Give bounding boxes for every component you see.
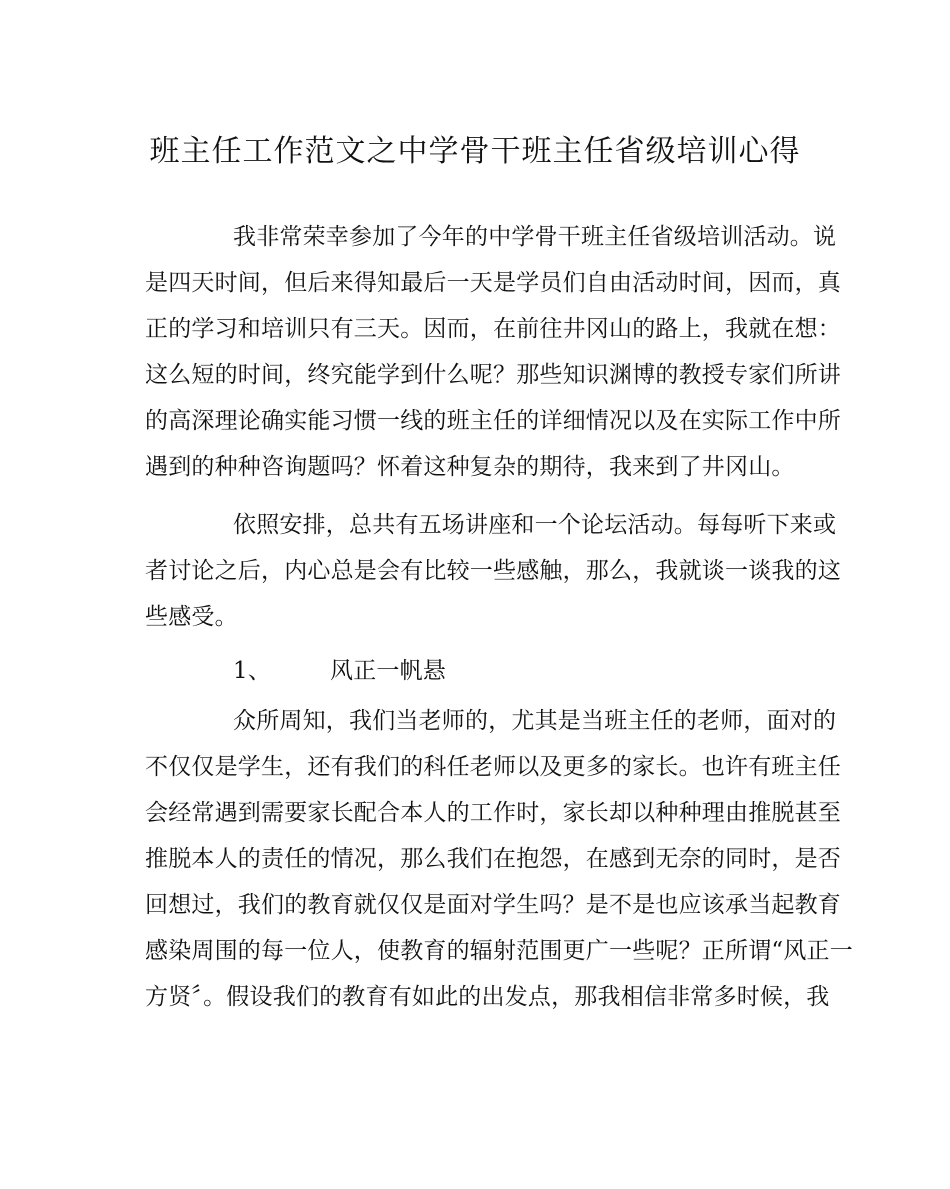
paragraph-line: 的高深理论确实能习惯一线的班主任的详细情况以及在实际工作中所 xyxy=(145,408,841,434)
paragraph-line: 依照安排，总共有五场讲座和一个论坛活动。每每听下来或 xyxy=(233,512,837,538)
section-number: 1、 xyxy=(233,658,272,684)
paragraph-line: 者讨论之后，内心总是会有比较一些感触，那么，我就谈一谈我的这 xyxy=(145,558,841,584)
section-heading: 风正一帆悬 xyxy=(330,658,446,684)
paragraph-line: 遇到的种种咨询题吗？怀着这种复杂的期待，我来到了井冈山。 xyxy=(145,454,795,480)
paragraph-line: 方贤〞。假设我们的教育有如此的出发点，那我相信非常多时候，我 xyxy=(145,984,830,1010)
paragraph-line: 会经常遇到需要家长配合本人的工作时，家长却以种种理由推脱甚至 xyxy=(145,800,841,826)
paragraph-line: 是四天时间，但后来得知最后一天是学员们自由活动时间，因而，真 xyxy=(145,270,841,296)
paragraph-line: 我非常荣幸参加了今年的中学骨干班主任省级培训活动。说 xyxy=(233,224,837,250)
document-title: 班主任工作范文之中学骨干班主任省级培训心得 xyxy=(149,134,801,169)
paragraph-line: 不仅仅是学生，还有我们的科任老师以及更多的家长。也许有班主任 xyxy=(145,754,841,780)
paragraph-line: 正的学习和培训只有三天。因而，在前往井冈山的路上，我就在想： xyxy=(145,316,841,342)
paragraph-line: 回想过，我们的教育就仅仅是面对学生吗？是不是也应该承当起教育 xyxy=(145,892,841,918)
paragraph-line: 众所周知，我们当老师的，尤其是当班主任的老师，面对的 xyxy=(233,708,837,734)
paragraph-line: 推脱本人的责任的情况，那么我们在抱怨，在感到无奈的同时，是否 xyxy=(145,846,841,872)
paragraph-line: 感染周围的每一位人，使教育的辐射范围更广一些呢？正所谓“风正一 xyxy=(145,938,853,964)
paragraph-line: 些感受。 xyxy=(145,604,238,630)
paragraph-line: 这么短的时间，终究能学到什么呢？那些知识渊博的教授专家们所讲 xyxy=(145,362,841,388)
